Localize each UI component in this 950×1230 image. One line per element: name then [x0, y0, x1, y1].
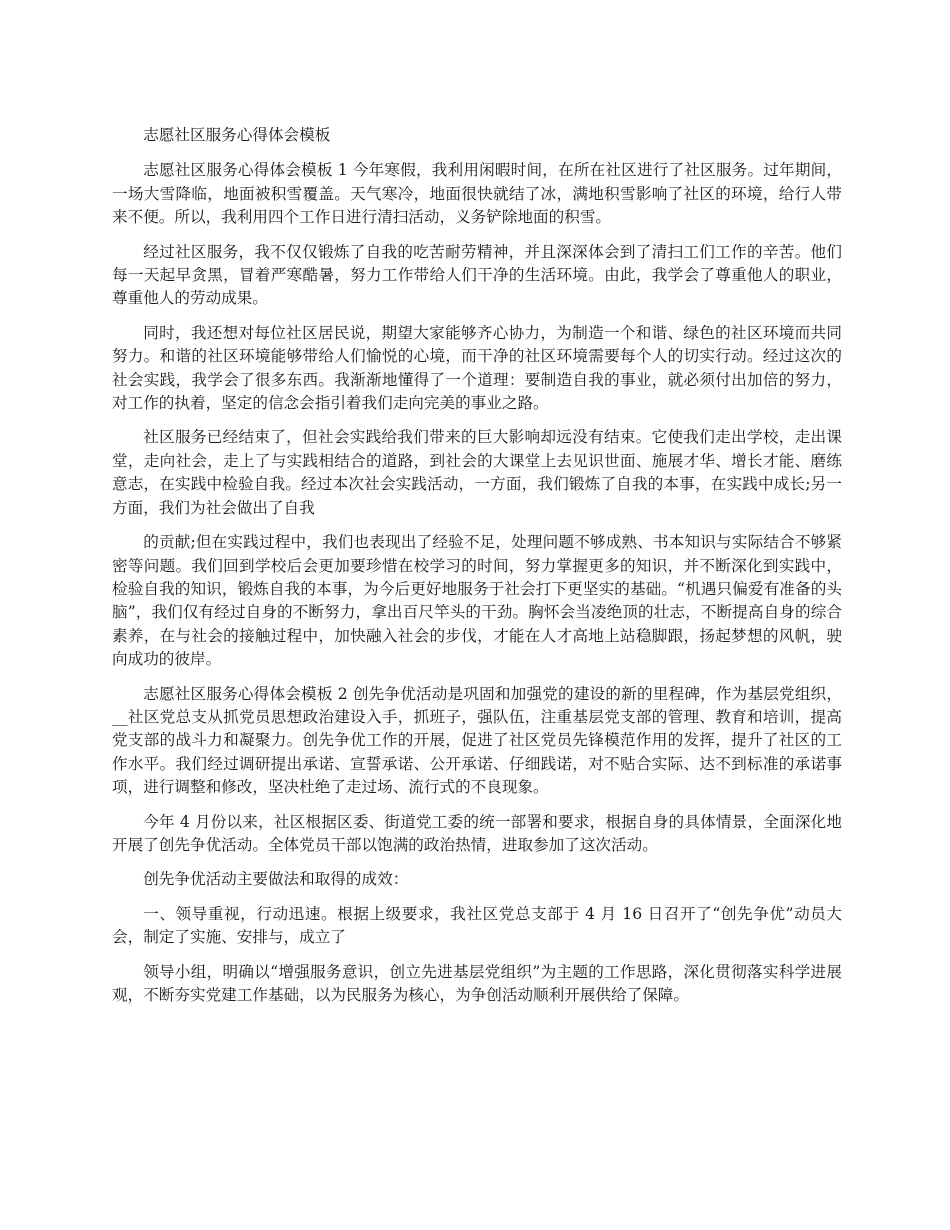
paragraph-4: 社区服务已经结束了，但社会实践给我们带来的巨大影响却远没有结束。它使我们走出学校，走出课堂，走向社会，走上了与实践相结合的道路，到社会的大课堂上去见识世面、施展才华、增长才能、磨练意志，在实践中检验自我。经过本次社会实践活动，一方面，我们锻炼了自我的本事，在实践中成长;另一方面，我们为社会做出了自我 [112, 428, 842, 517]
paragraph-7: 今年 4 月份以来，社区根据区委、街道党工委的统一部署和要求，根据自身的具体情景，全面深化地开展了创先争优活动。全体党员干部以饱满的政治热情，进取参加了这次活动。 [112, 812, 842, 854]
paragraph-10: 领导小组，明确以“增强服务意识，创立先进基层党组织”为主题的工作思路，深化贯彻落实科学进展观，不断夯实党建工作基础，以为民服务为核心，为争创活动顺利开展供给了保障。 [112, 962, 842, 1004]
paragraph-2: 经过社区服务，我不仅仅锻炼了自我的吃苦耐劳精神，并且深深体会到了清扫工们工作的辛苦。他们每一天起早贪黑，冒着严寒酷暑，努力工作带给人们干净的生活环境。由此，我学会了尊重他人的职业，尊重他人的劳动成果。 [112, 242, 842, 308]
paragraph-1: 志愿社区服务心得体会模板 1 今年寒假，我利用闲暇时间，在所在社区进行了社区服务。过年期间，一场大雪降临，地面被积雪覆盖。天气寒冷，地面很快就结了冰，满地积雪影响了社区的环境，给行人带来不便。所以，我利用四个工作日进行清扫活动，义务铲除地面的积雪。 [112, 161, 842, 227]
document-page [112, 124, 842, 1018]
document-title: 志愿社区服务心得体会模板 [143, 126, 331, 144]
paragraph-6: 志愿社区服务心得体会模板 2 创先争优活动是巩固和加强党的建设的新的里程碑，作为基层党组织，__社区党总支从抓党员思想政治建设入手，抓班子，强队伍，注重基层党支部的管理、教育和培训，提高党支部的战斗力和凝聚力。创先争优工作的开展，促进了社区党员先锋模范作用的发挥，提升了社区的工作水平。我们经过调研提出承诺、宣誓承诺、公开承诺、仔细践诺，对不贴合实际、达不到标准的承诺事项，进行调整和修改，坚决杜绝了走过场、流行式的不良现象。 [112, 684, 842, 797]
paragraph-3: 同时，我还想对每位社区居民说，期望大家能够齐心协力，为制造一个和谐、绿色的社区环境而共同努力。和谐的社区环境能够带给人们愉悦的心境，而干净的社区环境需要每个人的切实行动。经过这次的社会实践，我学会了很多东西。我渐渐地懂得了一个道理：要制造自我的事业，就必须付出加倍的努力，对工作的执着，坚定的信念会指引着我们走向完美的事业之路。 [112, 323, 842, 413]
paragraph-9: 一、领导重视，行动迅速。根据上级要求，我社区党总支部于 4 月 16 日召开了“创先争优”动员大会，制定了实施、安排与，成立了 [112, 904, 842, 947]
paragraph-5: 的贡献;但在实践过程中，我们也表现出了经验不足，处理问题不够成熟、书本知识与实际结合不够紧密等问题。我们回到学校后会更加要珍惜在校学习的时间，努力掌握更多的知识，并不断深化到实践中，检验自我的知识，锻炼自我的本事，为今后更好地服务于社会打下更坚实的基础。“机遇只偏爱有准备的头脑”，我们仅有经过自身的不断努力，拿出百尺竿头的干劲。胸怀会当凌绝顶的壮志，不断提高自身的综合素养，在与社会的接触过程中，加快融入社会的步伐，才能在人才高地上站稳脚跟，扬起梦想的风帆，驶向成功的彼岸。 [112, 533, 842, 669]
paragraph-8: 创先争优活动主要做法和取得的成效： [143, 870, 409, 889]
